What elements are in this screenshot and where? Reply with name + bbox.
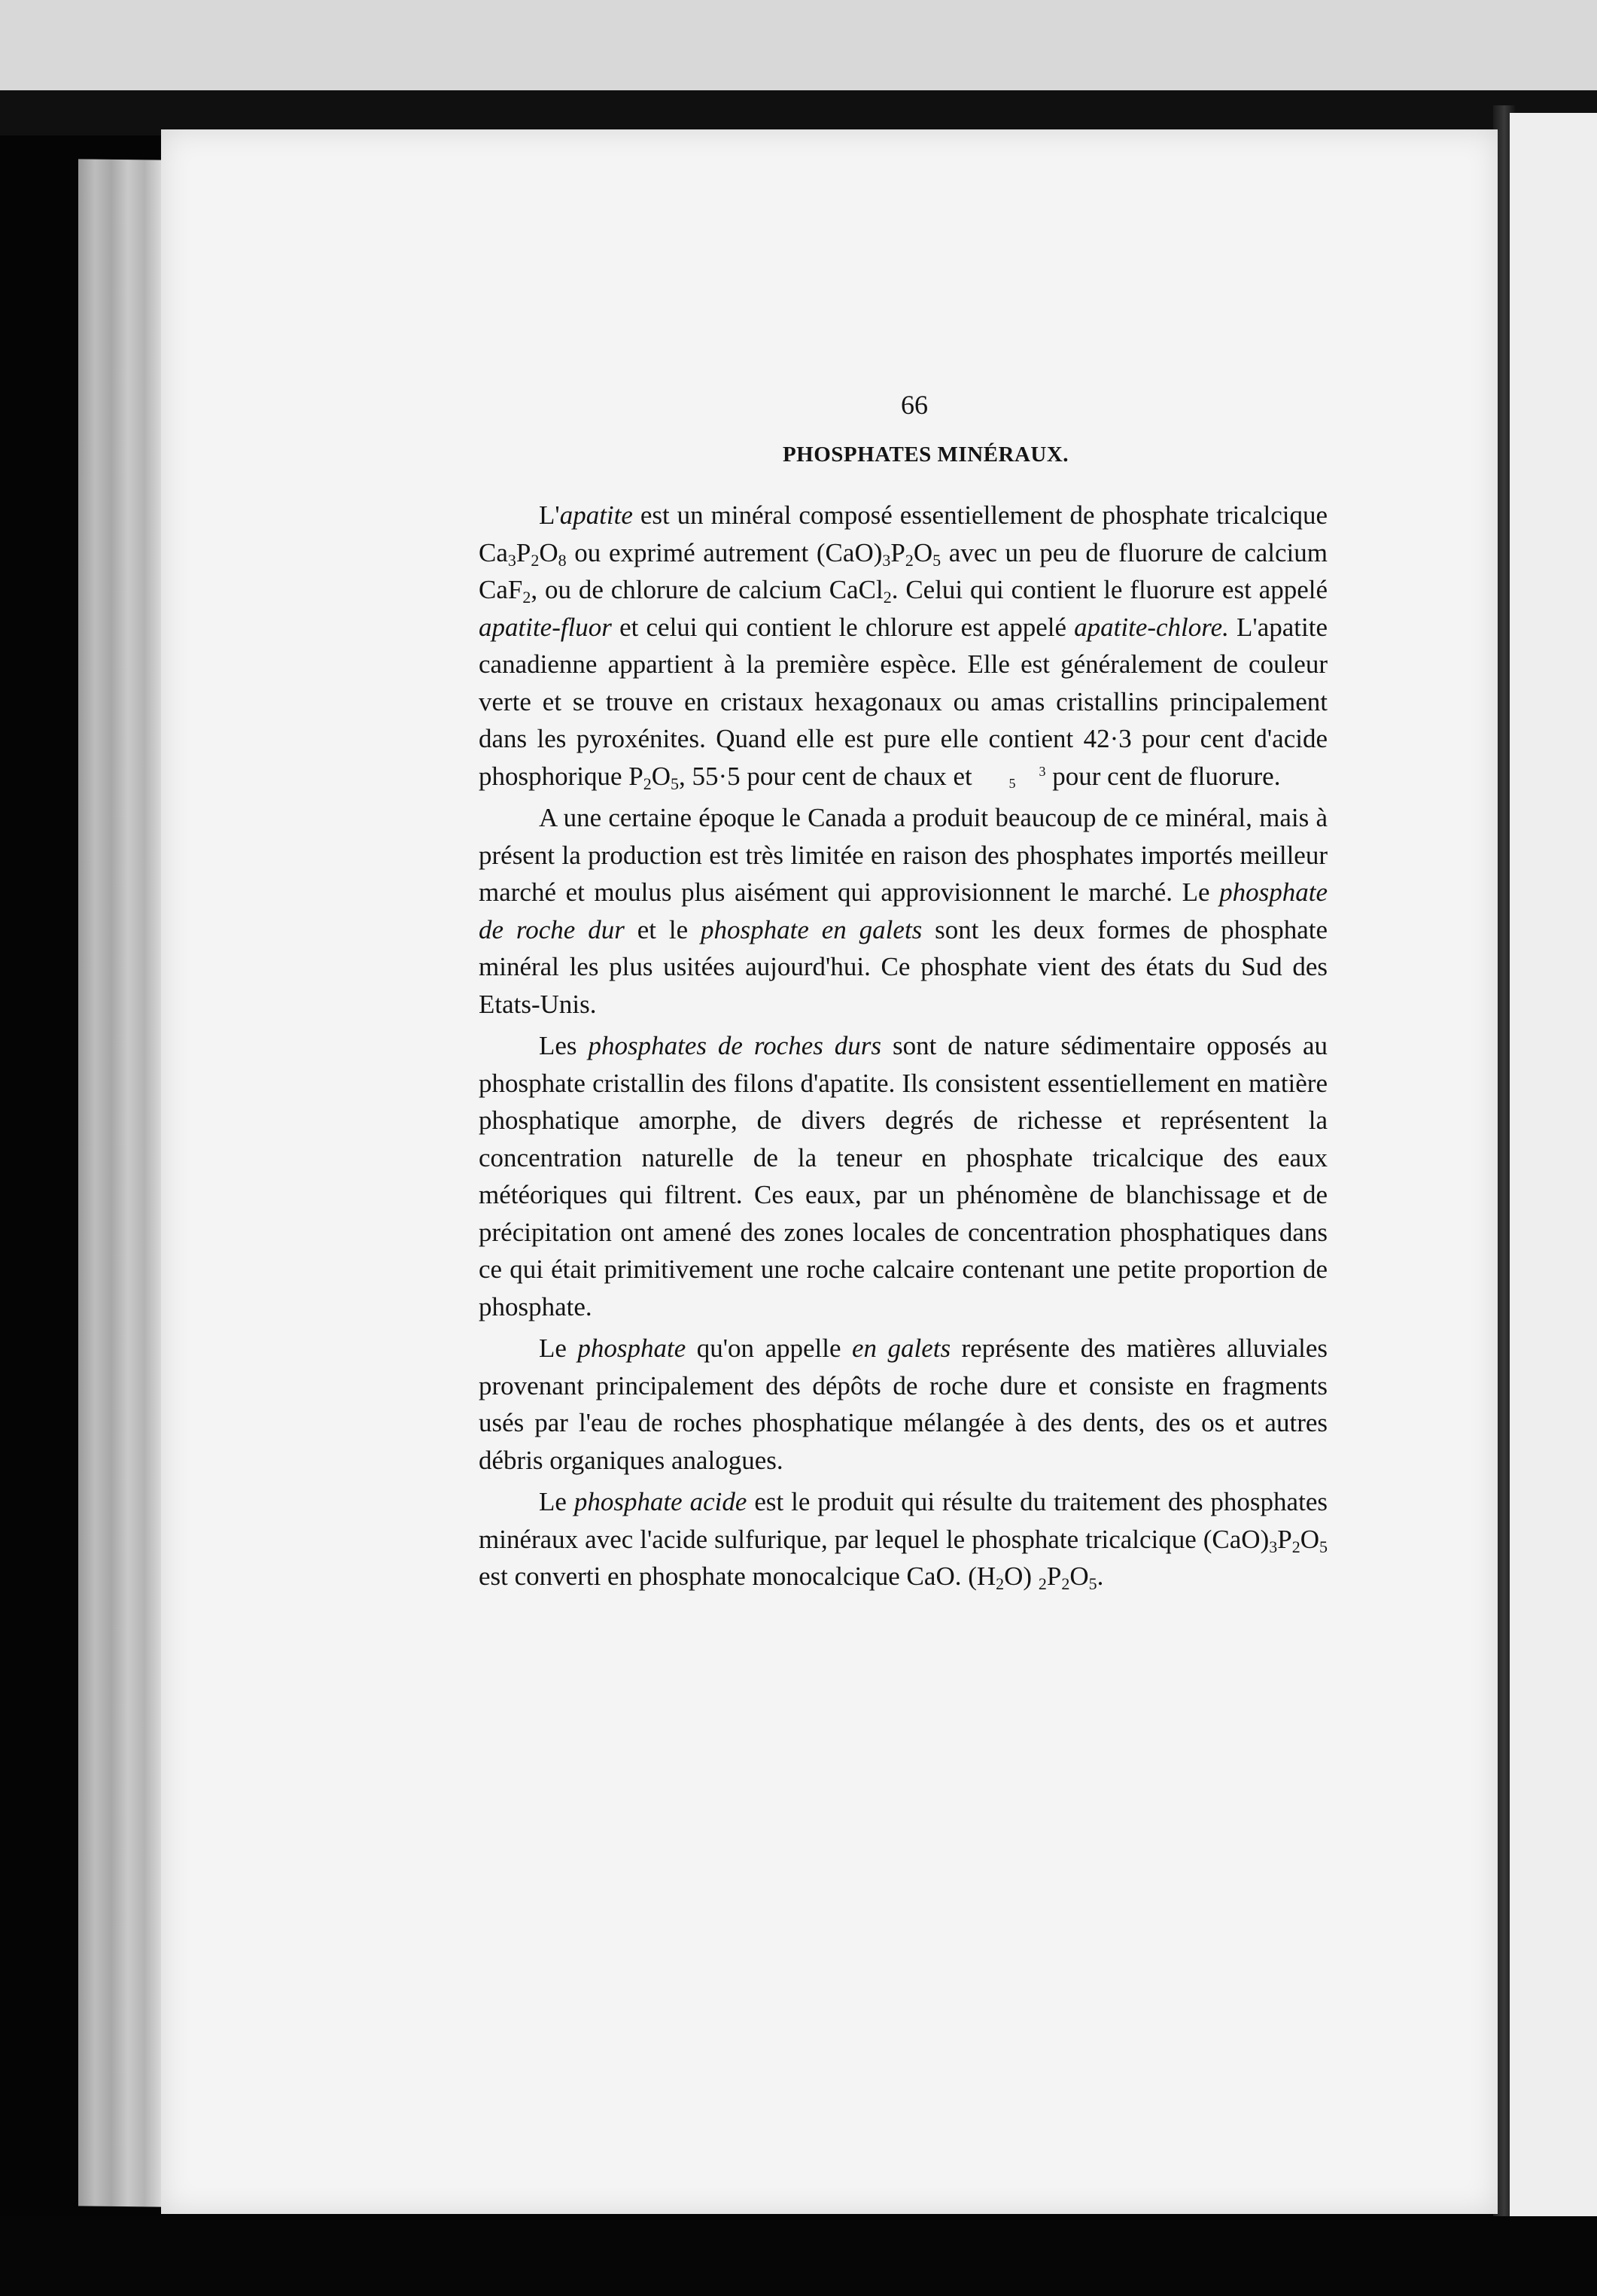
scan-dark-band	[0, 90, 1597, 135]
page-text	[479, 387, 1328, 1600]
page-number: 66	[901, 390, 928, 420]
scan-top-margin	[0, 0, 1597, 90]
facing-page	[1510, 113, 1597, 2220]
paragraph-canada-production: A une certaine époque le Canada a produit beaucoup de ce minéral, mais à présent la production est très limitée en raison des phosphates importés meilleur marché et moulus plus aisément qui approvisionnent le marché. Le phosphate de roche dur et le phosphate en galets sont les deux formes de phosphate minéral les plus usitées aujourd'hui. Ce phosphate vient des états du Sud des Etats-Unis.	[479, 803, 1328, 1019]
paragraph-pebble-phosphate: Le phosphate qu'on appelle en galets représente des matières alluviales provenant principalement des dépôts de roche dure et consiste en fragments usés par l'eau de roches phosphatique mélangée à des dents, des os et autres débris organiques analogues.	[479, 1334, 1328, 1475]
book-page-edges	[78, 159, 161, 2206]
paragraph-apatite: L'apatite est un minéral composé essentiellement de phosphate tricalcique $Ca_3P_2O_8$ ou exprimé autrement $(CaO)_3P_2O_5$ avec un peu de fluorure de calcium CaF$_2$, ou de chlorure de calcium CaCl$_2$. Celui qui contient le fluorure est appelé apatite-fluor et celui qui contient le chlorure est appelé apatite-chlore. L'apatite canadienne appartient à la première espèce. Elle est généralement de couleur verte et se trouve en cristaux hexagonaux ou amas cristallins principalement dans les pyroxénites. Quand elle est pure elle contient 42·3 pour cent d'acide phosphorique $P_2O_5$, 55·5 pour cent de chaux et 3 5 pour cent de fluorure.	[479, 500, 1328, 793]
paragraph-acid-phosphate: Le phosphate acide est le produit qui résulte du traitement des phosphates minéraux avec l'acide sulfurique, par lequel le phosphate tricalcique $(CaO)_3P_2O_5$ est converti en phosphate monocalcique CaO. $(H_2O)$ $_2P_2O_5$.	[479, 1487, 1328, 1593]
fraction: 3 5	[1008, 763, 1046, 791]
page-heading: PHOSPHATES MINÉRAUX.	[782, 442, 1069, 467]
scan-bottom-margin	[0, 2216, 1597, 2296]
paragraph-hard-rock-phosphates: Les phosphates de roches durs sont de nature sédimentaire opposés au phosphate cristallin des filons d'apatite. Ils consistent essentiellement en matière phosphatique amorphe, de divers degrés de richesse et représentent la concentration naturelle de la teneur en phosphate tricalcique des eaux météoriques qui filtrent. Ces eaux, par un phénomène de blanchissage et de précipitation ont amené des zones locales de concentration phosphatiques dans ce qui était primitivement une roche calcaire contenant une petite proportion de phosphate.	[479, 1031, 1328, 1321]
